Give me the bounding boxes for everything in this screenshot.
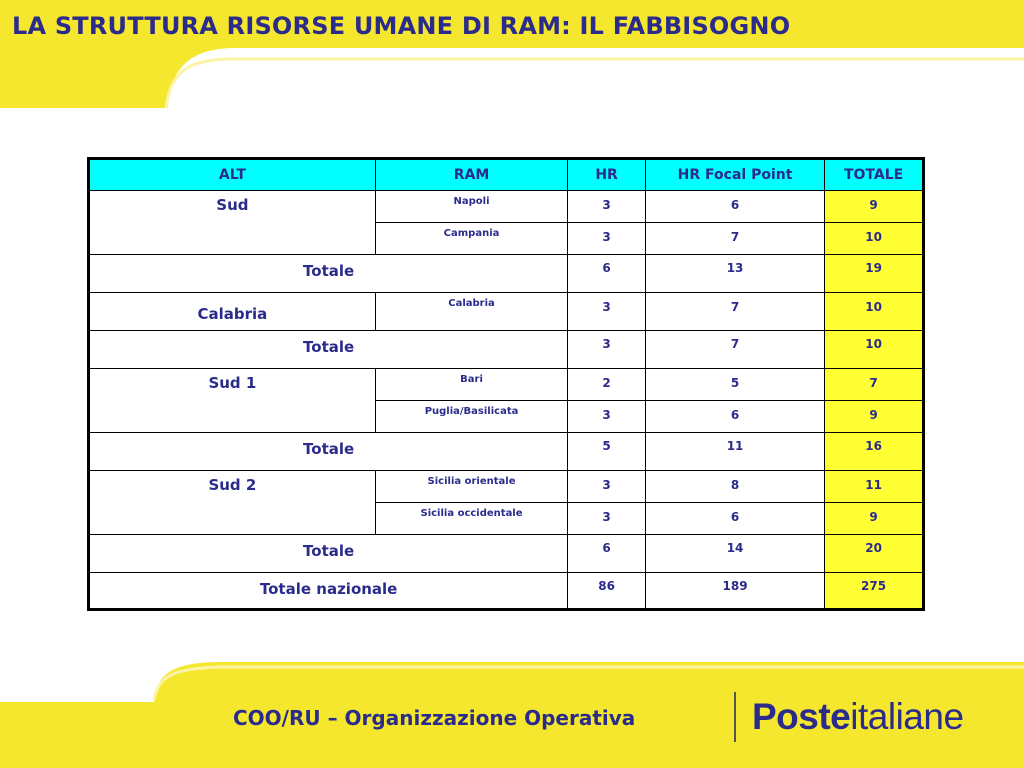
fp-cell: 7 xyxy=(645,293,824,331)
grand-total-row xyxy=(89,573,924,610)
alt-cell: Sud 2 xyxy=(89,471,376,535)
total-cell: 10 xyxy=(825,223,924,255)
subtotal-fp: 11 xyxy=(645,433,824,471)
grand-total-fp: 189 xyxy=(645,573,824,610)
subtotal-row xyxy=(89,255,924,293)
logo-divider xyxy=(734,692,736,742)
grand-total-hr: 86 xyxy=(568,573,646,610)
header-hr-focal-point: HR Focal Point xyxy=(645,159,824,191)
header-alt: ALT xyxy=(89,159,376,191)
poste-italiane-logo xyxy=(752,696,964,738)
total-cell: 7 xyxy=(825,369,924,401)
top-band-highlight xyxy=(166,59,1024,108)
table-row xyxy=(89,471,924,503)
subtotal-total: 19 xyxy=(825,255,924,293)
fp-cell: 6 xyxy=(645,401,824,433)
alt-cell: Sud xyxy=(89,191,376,255)
hr-cell: 3 xyxy=(568,471,646,503)
hr-cell: 3 xyxy=(568,401,646,433)
hr-cell: 3 xyxy=(568,191,646,223)
ram-cell: Campania xyxy=(375,223,567,255)
subtotal-hr: 6 xyxy=(568,255,646,293)
fp-cell: 7 xyxy=(645,223,824,255)
subtotal-total: 16 xyxy=(825,433,924,471)
grand-total-total: 275 xyxy=(825,573,924,610)
slide-title: LA STRUTTURA RISORSE UMANE DI RAM: IL FABBISOGNO xyxy=(12,12,791,40)
hr-cell: 3 xyxy=(568,223,646,255)
total-cell: 9 xyxy=(825,503,924,535)
table-row xyxy=(89,191,924,223)
ram-cell: Napoli xyxy=(375,191,567,223)
subtotal-hr: 5 xyxy=(568,433,646,471)
grand-total-label: Totale nazionale xyxy=(89,573,568,610)
ram-cell: Bari xyxy=(375,369,567,401)
ram-cell: Sicilia orientale xyxy=(375,471,567,503)
subtotal-hr: 3 xyxy=(568,331,646,369)
table-row xyxy=(89,369,924,401)
subtotal-label: Totale xyxy=(89,255,568,293)
fp-cell: 5 xyxy=(645,369,824,401)
header-totale: TOTALE xyxy=(825,159,924,191)
subtotal-fp: 14 xyxy=(645,535,824,573)
subtotal-label: Totale xyxy=(89,433,568,471)
table-row xyxy=(89,293,924,331)
table-header-row xyxy=(89,159,924,191)
hr-cell: 3 xyxy=(568,503,646,535)
footer-text: COO/RU – Organizzazione Operativa xyxy=(233,706,636,730)
hr-cell: 3 xyxy=(568,293,646,331)
subtotal-fp: 7 xyxy=(645,331,824,369)
logo-regular-text: italiane xyxy=(850,696,964,737)
total-cell: 9 xyxy=(825,191,924,223)
subtotal-hr: 6 xyxy=(568,535,646,573)
subtotal-label: Totale xyxy=(89,535,568,573)
ram-cell: Puglia/Basilicata xyxy=(375,401,567,433)
fp-cell: 6 xyxy=(645,191,824,223)
header-ram: RAM xyxy=(375,159,567,191)
subtotal-total: 10 xyxy=(825,331,924,369)
ram-cell: Calabria xyxy=(375,293,567,331)
subtotal-row xyxy=(89,535,924,573)
total-cell: 10 xyxy=(825,293,924,331)
header-hr: HR xyxy=(568,159,646,191)
fp-cell: 6 xyxy=(645,503,824,535)
subtotal-fp: 13 xyxy=(645,255,824,293)
hr-cell: 2 xyxy=(568,369,646,401)
ram-cell: Sicilia occidentale xyxy=(375,503,567,535)
hr-requirements-table xyxy=(87,157,925,611)
subtotal-total: 20 xyxy=(825,535,924,573)
alt-cell: Sud 1 xyxy=(89,369,376,433)
total-cell: 11 xyxy=(825,471,924,503)
alt-cell: Calabria xyxy=(89,293,376,331)
total-cell: 9 xyxy=(825,401,924,433)
subtotal-row xyxy=(89,331,924,369)
logo-bold-text: Poste xyxy=(752,696,851,737)
subtotal-label: Totale xyxy=(89,331,568,369)
subtotal-row xyxy=(89,433,924,471)
fp-cell: 8 xyxy=(645,471,824,503)
